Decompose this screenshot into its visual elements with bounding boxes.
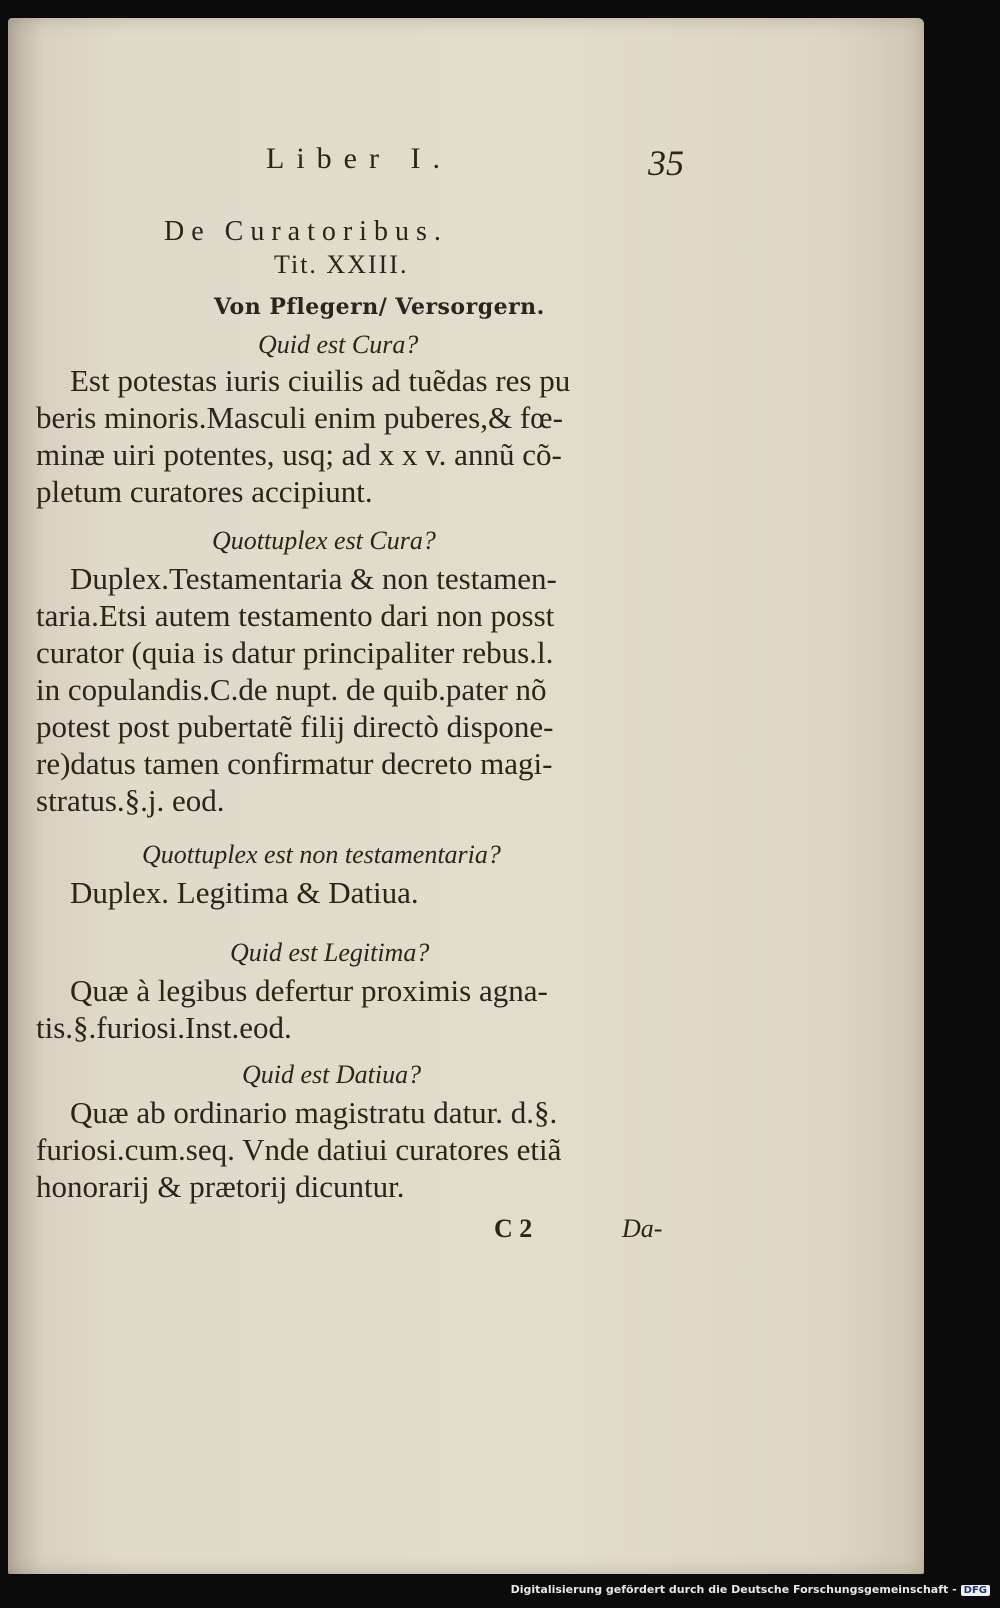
text-line: stratus.§.j. eod.	[36, 783, 225, 818]
german-title: Von Pflegern/ Versorgern.	[214, 294, 545, 320]
text-line: taria.Etsi autem testamento dari non posst	[36, 598, 555, 633]
question-heading: Quottuplex est non testamentaria?	[142, 840, 501, 869]
text-line: beris minoris.Masculi enim puberes,& fœ-	[36, 400, 563, 435]
book-page	[8, 18, 924, 1574]
text-line: potest post pubertatẽ filij directò dispone-	[36, 709, 554, 744]
answer-paragraph	[36, 1094, 676, 1205]
answer-paragraph	[36, 972, 676, 1046]
dfg-logo: DFG	[961, 1585, 990, 1596]
signature-mark: C 2	[494, 1214, 533, 1243]
chapter-title: De Curatoribus.	[164, 216, 448, 247]
text-line: furiosi.cum.seq. Vnde datiui curatores etiã	[36, 1132, 562, 1167]
text-line: Duplex.Testamentaria & non testamen-	[70, 561, 557, 596]
page-number: 35	[648, 143, 684, 183]
chapter-subtitle: Tit. XXIII.	[274, 250, 409, 279]
text-line: minæ uiri potentes, usq; ad x x v. annũ cõ-	[36, 437, 562, 472]
answer-paragraph	[36, 874, 676, 911]
text-line: Quæ ab ordinario magistratu datur. d.§.	[70, 1095, 558, 1130]
credit-text: Digitalisierung gefördert durch die Deutsche Forschungsgemeinschaft -	[510, 1583, 957, 1596]
text-line: in copulandis.C.de nupt. de quib.pater nõ	[36, 672, 547, 707]
text-line: tis.§.furiosi.Inst.eod.	[36, 1010, 292, 1045]
text-line: Est potestas iuris ciuilis ad tuẽdas res pu	[70, 363, 571, 398]
answer-paragraph	[36, 560, 676, 819]
catchword: Da-	[622, 1214, 663, 1243]
question-heading: Quid est Legitima?	[230, 938, 430, 967]
text-line: pletum curatores accipiunt.	[36, 474, 373, 509]
text-line: Duplex. Legitima & Datiua.	[70, 875, 419, 910]
text-line: honorarij & prætorij dicuntur.	[36, 1169, 405, 1204]
question-heading: Quid est Cura?	[258, 330, 419, 359]
answer-paragraph	[36, 362, 676, 510]
question-heading: Quid est Datiua?	[242, 1060, 422, 1089]
running-head: Liber I.	[266, 142, 452, 175]
text-line: curator (quia is datur principaliter rebus.l.	[36, 635, 554, 670]
text-line: Quæ à legibus defertur proximis agna-	[70, 973, 548, 1008]
digitization-credit	[511, 1583, 990, 1596]
text-line: re)datus tamen confirmatur decreto magi-	[36, 746, 553, 781]
question-heading: Quottuplex est Cura?	[212, 526, 436, 555]
